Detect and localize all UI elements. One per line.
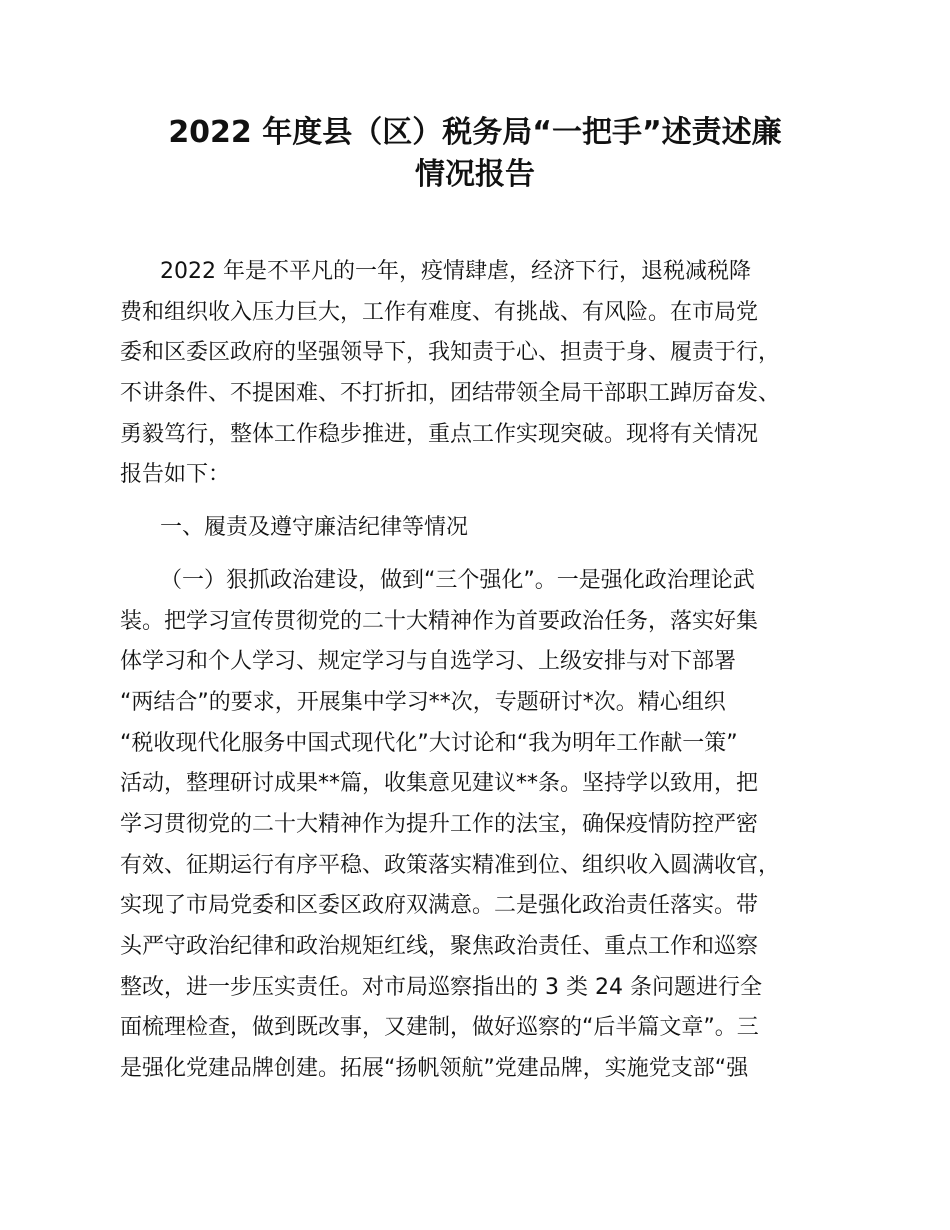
paragraph-line: 活动，整理研讨成果**篇，收集意见建议**条。坚持学以致用，把 bbox=[120, 771, 759, 797]
intro-line: 勇毅笃行，整体工作稳步推进，重点工作实现突破。现将有关情况 bbox=[120, 421, 759, 447]
paragraph-line: 是强化党建品牌创建。拓展“扬帆领航”党建品牌，实施党支部“强 bbox=[120, 1056, 749, 1082]
document-body bbox=[120, 252, 860, 1090]
paragraph-line: 实现了市局党委和区委区政府双满意。二是强化政治责任落实。带 bbox=[120, 893, 759, 919]
paragraph-line: 整改，进一步压实责任。对市局巡察指出的 3 类 24 条问题进行全 bbox=[120, 974, 762, 1000]
paragraph-line: “两结合”的要求，开展集中学习**次，专题研讨*次。精心组织 bbox=[120, 689, 726, 715]
intro-line: 不讲条件、不提困难、不打折扣，团结带领全局干部职工踔厉奋发、 bbox=[120, 381, 781, 407]
paragraph-line: 面梳理检查，做到既改事，又建制，做好巡察的“后半篇文章”。三 bbox=[120, 1015, 759, 1041]
title-line-2: 情况报告 bbox=[415, 157, 535, 192]
paragraph-political-construction bbox=[120, 561, 860, 1090]
paragraph-line: 学习贯彻党的二十大精神作为提升工作的法宝，确保疫情防控严密 bbox=[120, 811, 759, 837]
paragraph-line: 头严守政治纪律和政治规矩红线，聚焦政治责任、重点工作和巡察 bbox=[120, 934, 759, 959]
intro-paragraph bbox=[120, 252, 860, 496]
paragraph-line: （一）狠抓政治建设，做到“三个强化”。一是强化政治理论武 bbox=[160, 567, 755, 593]
intro-line: 报告如下： bbox=[120, 462, 231, 488]
paragraph-line: 有效、征期运行有序平稳、政策落实精准到位、组织收入圆满收官， bbox=[120, 852, 781, 878]
paragraph-line: 体学习和个人学习、规定学习与自选学习、上级安排与对下部署 bbox=[120, 649, 737, 675]
intro-line: 委和区委区政府的坚强领导下，我知责于心、担责于身、履责于行， bbox=[120, 340, 781, 366]
intro-line: 2022 年是不平凡的一年，疫情肆虐，经济下行，退税减税降 bbox=[160, 259, 751, 284]
paragraph-line: 装。把学习宣传贯彻党的二十大精神作为首要政治任务，落实好集 bbox=[120, 608, 759, 634]
title-line-1: 2022 年度县（区）税务局“一把手”述责述廉 bbox=[168, 115, 782, 150]
paragraph-line: “税收现代化服务中国式现代化”大讨论和“我为明年工作献一策” bbox=[120, 730, 738, 756]
document-title bbox=[100, 112, 850, 196]
section-heading: 一、履责及遵守廉洁纪律等情况 bbox=[160, 515, 469, 541]
intro-line: 费和组织收入压力巨大，工作有难度、有挑战、有风险。在市局党 bbox=[120, 299, 759, 325]
